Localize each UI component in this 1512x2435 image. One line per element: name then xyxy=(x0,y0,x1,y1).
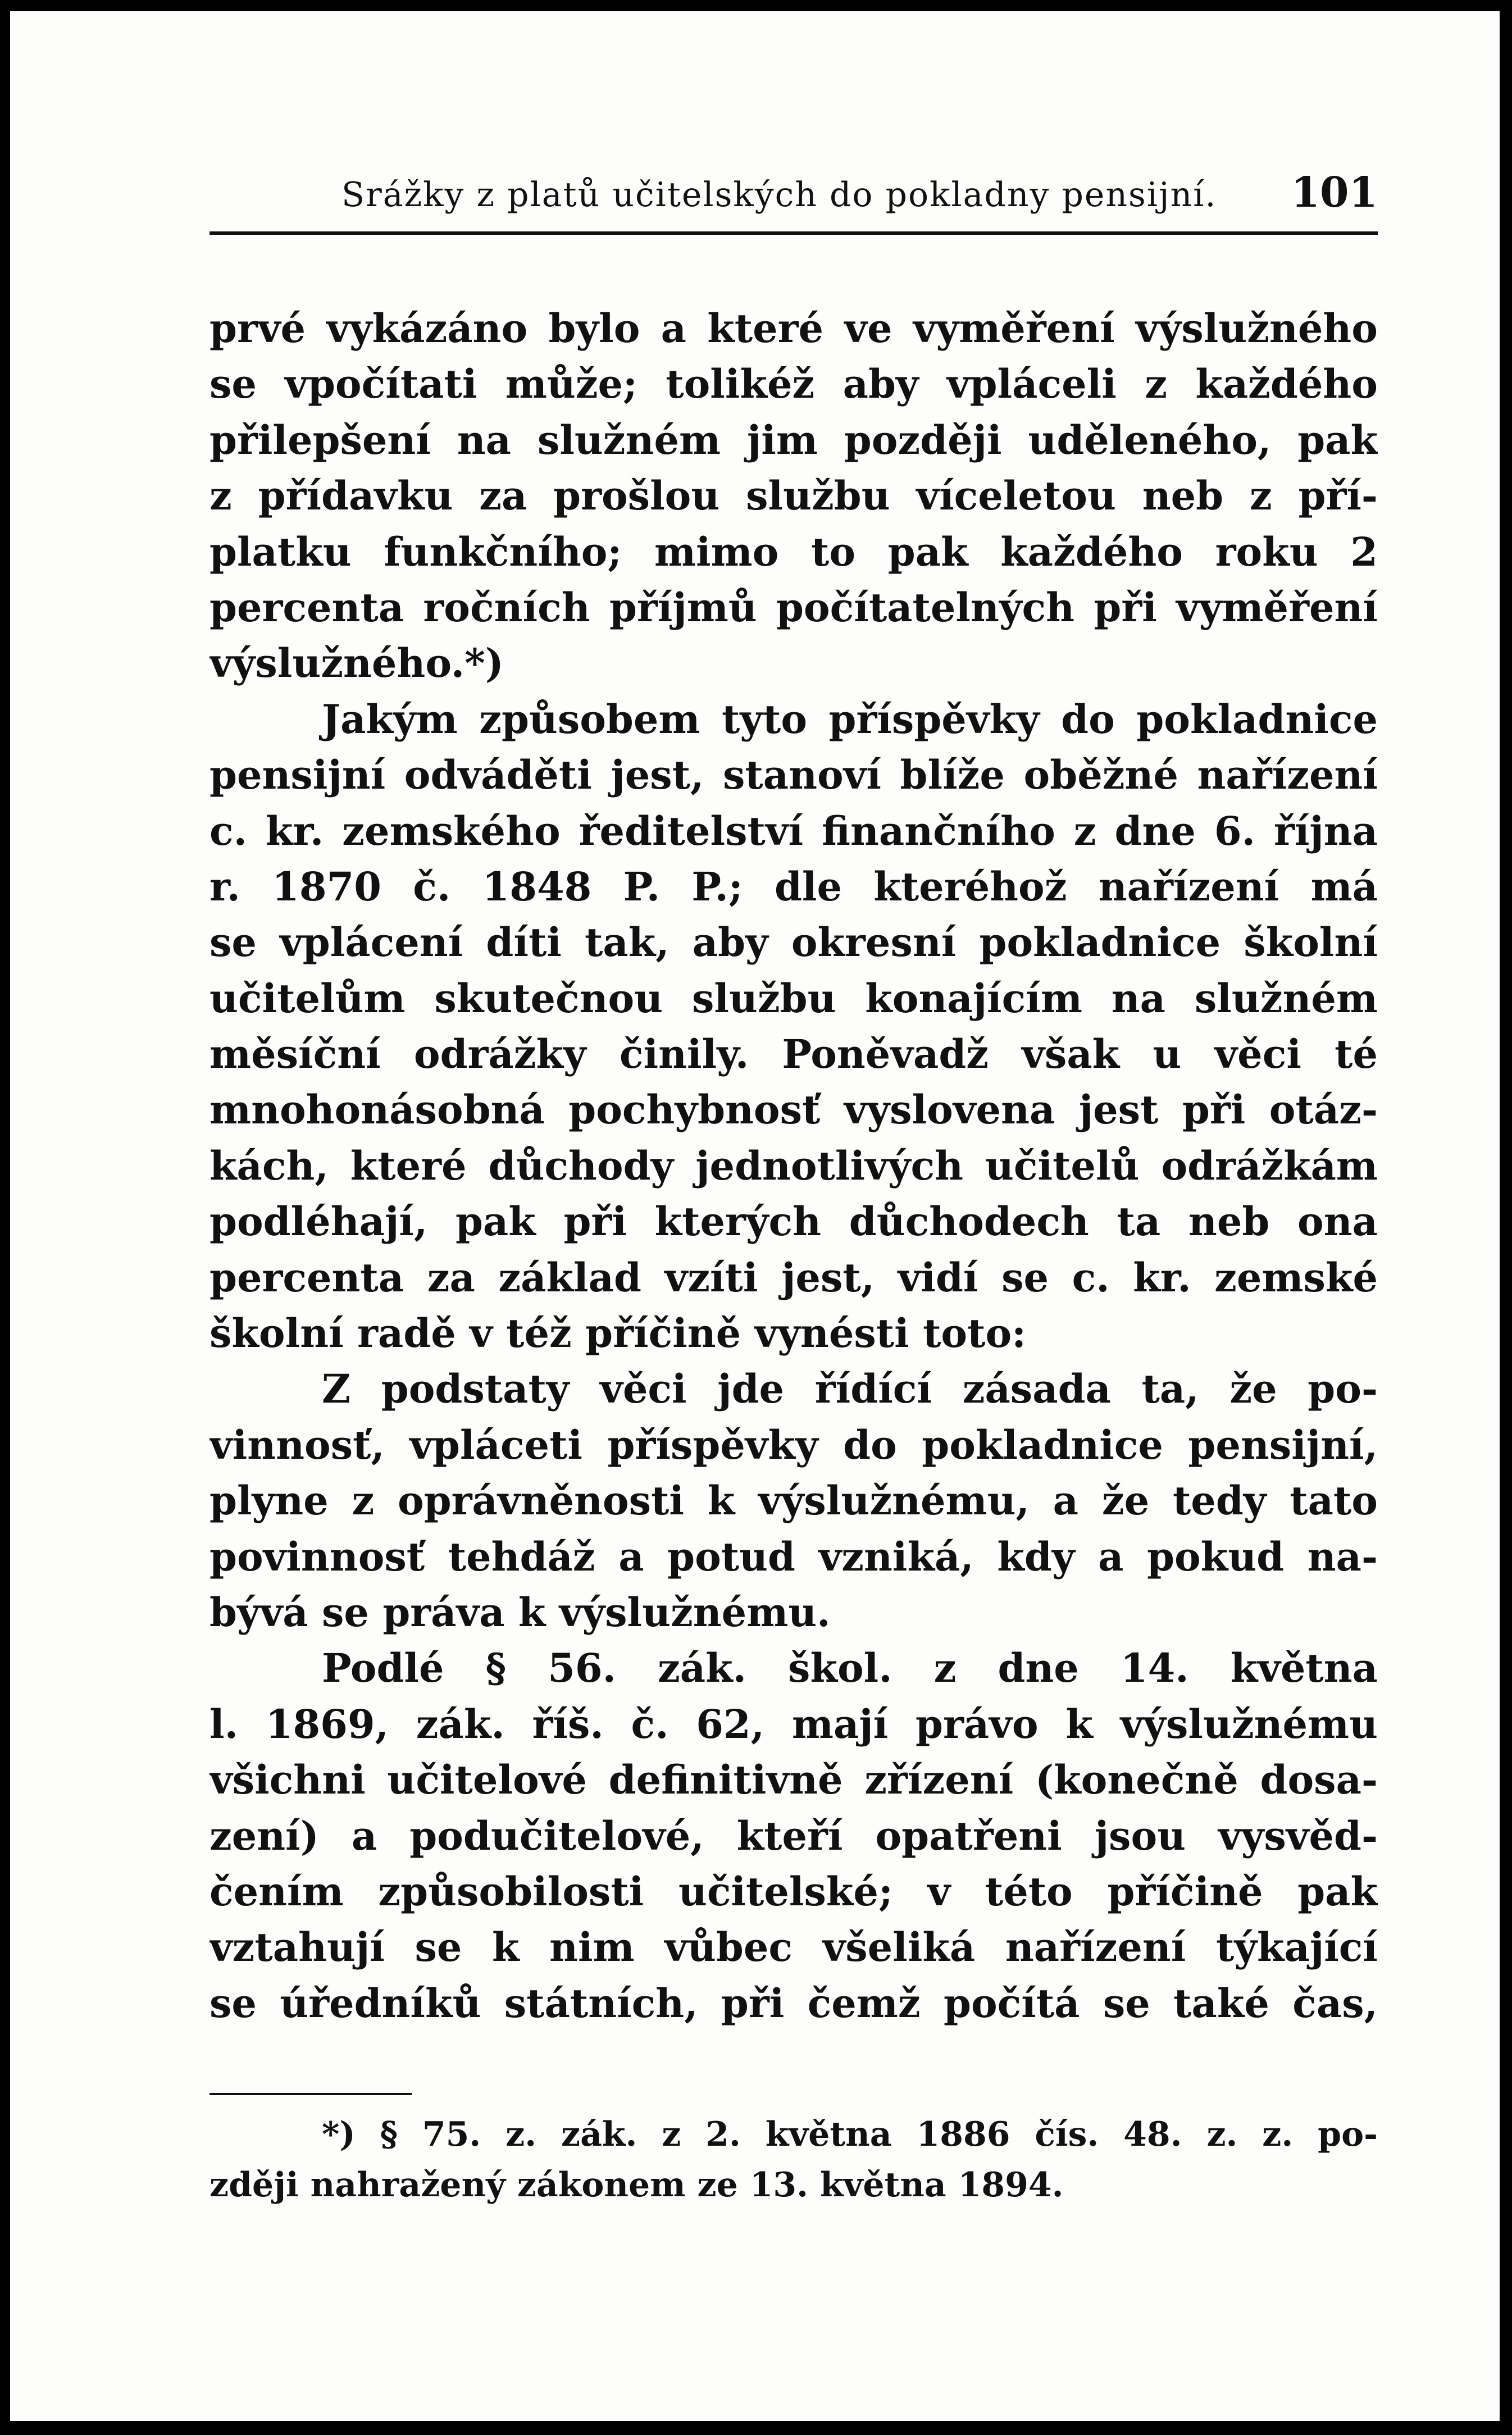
body-text xyxy=(210,301,1378,2031)
text-line: r. 1870 č. 1848 P. P.; dle kteréhož nařízení má xyxy=(210,863,1378,910)
text-line: pensijní odváděti jest, stanoví blíže oběžné nařízení xyxy=(210,752,1378,799)
text-line: vinnosť, vpláceti příspěvky do pokladnice pensijní, xyxy=(210,1421,1378,1468)
text-line: zení) a podučitelové, kteří opatřeni jsou vysvěd- xyxy=(210,1812,1378,1859)
footnote-rule xyxy=(210,2093,412,2095)
text-line: l. 1869, zák. říš. č. 62, mají právo k výslužnému xyxy=(210,1700,1378,1747)
paragraph-2 xyxy=(210,691,1378,1362)
text-line: se vplácení díti tak, aby okresní pokladnice školní xyxy=(210,919,1378,966)
text-line: kách, které důchody jednotlivých učitelů odrážkám xyxy=(210,1142,1378,1189)
page-header xyxy=(210,169,1378,230)
paragraph-4 xyxy=(210,1640,1378,2031)
paragraph-1 xyxy=(210,301,1378,691)
text-line: výslužného.*) xyxy=(210,640,504,687)
text-line: se vpočítati může; tolikéž aby vpláceli z každého xyxy=(210,361,1378,408)
text-line: z přídavku za prošlou službu víceletou neb z pří- xyxy=(210,472,1378,520)
text-line: plyne z oprávněnosti k výslužnému, a že tedy tato xyxy=(210,1477,1378,1524)
text-line: Podlé § 56. zák. škol. z dne 14. května xyxy=(322,1645,1378,1692)
page-number: 101 xyxy=(1291,169,1378,217)
text-line: prvé vykázáno bylo a které ve vyměření výslužného xyxy=(210,305,1378,352)
text-line: vztahují se k nim vůbec všeliká nařízení týkající xyxy=(210,1924,1378,1971)
text-line: školní radě v též příčině vynésti toto: xyxy=(210,1310,1026,1357)
header-rule xyxy=(210,231,1378,235)
text-line: c. kr. zemského ředitelství finančního z dne 6. října xyxy=(210,807,1378,854)
text-line: Z podstaty věci jde řídící zásada ta, že po- xyxy=(322,1366,1378,1413)
text-line: Jakým způsobem tyto příspěvky do pokladnice xyxy=(322,695,1378,743)
footnote xyxy=(210,2109,1378,2210)
text-line: přilepšení na služném jim později uděleného, pak xyxy=(210,416,1378,463)
text-line: učitelům skutečnou službu konajícím na služném xyxy=(210,975,1378,1022)
text-line: podléhají, pak při kterých důchodech ta neb ona xyxy=(210,1198,1378,1245)
text-line: povinnosť tehdáž a potud vzniká, kdy a pokud na- xyxy=(210,1533,1378,1580)
running-title: Srážky z platů učitelských do pokladny pensijní. xyxy=(341,175,1217,215)
paragraph-3 xyxy=(210,1361,1378,1640)
text-line: čením způsobilosti učitelské; v této příčině pak xyxy=(210,1868,1378,1915)
text-line: percenta za základ vzíti jest, vidí se c. kr. zemské xyxy=(210,1254,1378,1301)
text-line: měsíční odrážky činily. Poněvadž však u věci té xyxy=(210,1031,1378,1078)
book-page xyxy=(10,11,1500,2421)
text-line: se úředníků státních, při čemž počítá se také čas, xyxy=(210,1979,1378,2027)
text-line: percenta ročních příjmů počítatelných při vyměření xyxy=(210,584,1378,631)
text-line: všichni učitelové definitivně zřízení (konečně dosa- xyxy=(210,1756,1378,1804)
text-line: mnohonásobná pochybnosť vyslovena jest při otáz- xyxy=(210,1086,1378,1134)
text-line: bývá se práva k výslužnému. xyxy=(210,1589,831,1636)
footnote-line: *) § 75. z. zák. z 2. května 1886 čís. 48. z. z. po- xyxy=(322,2115,1378,2154)
text-line: platku funkčního; mimo to pak každého roku 2 xyxy=(210,528,1378,575)
footnote-line: zději nahražený zákonem ze 13. května 1894. xyxy=(210,2165,1064,2205)
